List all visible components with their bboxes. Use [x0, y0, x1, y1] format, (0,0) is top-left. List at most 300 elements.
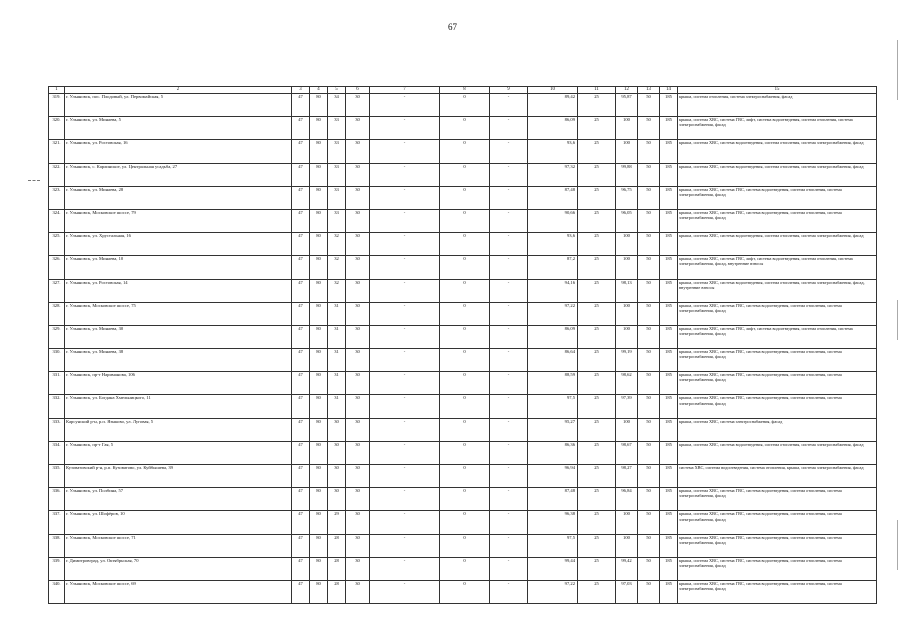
cell: 50 — [638, 279, 660, 302]
address: г. Ульяновск, ул. Ростовская, 16 — [65, 140, 292, 163]
cell: 0 — [440, 302, 490, 325]
cell: 30 — [346, 163, 370, 186]
cell: 25 — [578, 233, 616, 256]
cell: 47 — [292, 163, 310, 186]
cell: - — [370, 256, 440, 279]
column-number: 12 — [616, 87, 638, 94]
column-number: 3 — [292, 87, 310, 94]
table-row — [49, 349, 877, 372]
cell: - — [490, 488, 528, 511]
margin-mark — [28, 180, 40, 181]
cell: - — [370, 233, 440, 256]
cell: - — [370, 186, 440, 209]
address: г. Ульяновск, ул. Хрустальная, 16 — [65, 233, 292, 256]
cell: 185 — [660, 349, 678, 372]
cell: 100 — [616, 511, 638, 534]
cell: 25 — [578, 418, 616, 441]
cell: 80 — [310, 511, 328, 534]
cell: 50 — [638, 418, 660, 441]
cell: 185 — [660, 302, 678, 325]
cell: 80 — [310, 418, 328, 441]
cell: - — [490, 279, 528, 302]
cell: 31 — [328, 372, 346, 395]
cell: 47 — [292, 488, 310, 511]
cell: - — [490, 372, 528, 395]
cell: 33 — [328, 117, 346, 140]
cell: - — [370, 209, 440, 232]
cell: 185 — [660, 279, 678, 302]
cell: 50 — [638, 233, 660, 256]
cell: 99,88 — [616, 163, 638, 186]
cell: 50 — [638, 140, 660, 163]
cell: 30 — [346, 209, 370, 232]
works-list: крыша, система ХВС, система водоотведения, система отопления, система электроснабжения, фасад — [678, 163, 877, 186]
address: г. Ульяновск, ул. Минаева, 5 — [65, 117, 292, 140]
address: г. Ульяновск, Московское шоссе, 75 — [65, 302, 292, 325]
table-row — [49, 233, 877, 256]
cell: 25 — [578, 186, 616, 209]
cell: 100 — [616, 233, 638, 256]
cell: - — [490, 441, 528, 464]
cell: 98,62 — [616, 372, 638, 395]
row-number: 324. — [49, 209, 65, 232]
row-number: 336. — [49, 488, 65, 511]
cell: - — [490, 395, 528, 418]
table-row — [49, 302, 877, 325]
cell: 80 — [310, 163, 328, 186]
cell: 25 — [578, 534, 616, 557]
cell: 185 — [660, 418, 678, 441]
cell: 185 — [660, 395, 678, 418]
table-row — [49, 186, 877, 209]
table-row — [49, 209, 877, 232]
cell: 80 — [310, 534, 328, 557]
cell: 90,66 — [528, 209, 578, 232]
cell: 0 — [440, 534, 490, 557]
table-row — [49, 580, 877, 603]
cell: - — [370, 465, 440, 488]
cell: 80 — [310, 209, 328, 232]
row-number: 334. — [49, 441, 65, 464]
row-number: 338. — [49, 534, 65, 557]
cell: 50 — [638, 163, 660, 186]
cell: 0 — [440, 557, 490, 580]
cell: - — [490, 140, 528, 163]
cell: 30 — [346, 140, 370, 163]
cell: 185 — [660, 465, 678, 488]
cell: 25 — [578, 279, 616, 302]
cell: 25 — [578, 488, 616, 511]
address: г. Ульяновск, ул. Богдана Хмельницкого, 11 — [65, 395, 292, 418]
cell: 33 — [328, 209, 346, 232]
row-number: 326. — [49, 256, 65, 279]
cell: 30 — [346, 186, 370, 209]
works-list: крыша, система ХВС, система ГВС, система водоотведения, система отопления, система электроснабжения, фасад — [678, 534, 877, 557]
address: г. Ульяновск, Московское шоссе, 79 — [65, 209, 292, 232]
cell: 88,59 — [528, 372, 578, 395]
cell: 50 — [638, 302, 660, 325]
cell: 25 — [578, 209, 616, 232]
address: г. Ульяновск, ул. Шофёров, 10 — [65, 511, 292, 534]
column-number: 15 — [678, 87, 877, 94]
cell: 0 — [440, 372, 490, 395]
row-number: 339. — [49, 557, 65, 580]
cell: 95,27 — [528, 418, 578, 441]
cell: 25 — [578, 395, 616, 418]
cell: 80 — [310, 186, 328, 209]
table-row — [49, 256, 877, 279]
cell: 96,38 — [528, 511, 578, 534]
works-list: крыша, система ХВС, система водоотведения, система отопления, система электроснабжения, фасад, внутренние взносы — [678, 279, 877, 302]
cell: 185 — [660, 372, 678, 395]
table-row — [49, 534, 877, 557]
cell: 30 — [346, 488, 370, 511]
cell: 99,19 — [616, 349, 638, 372]
table-row — [49, 94, 877, 117]
cell: 30 — [346, 233, 370, 256]
cell: 50 — [638, 325, 660, 348]
cell: - — [490, 580, 528, 603]
cell: 0 — [440, 349, 490, 372]
cell: 47 — [292, 209, 310, 232]
cell: - — [490, 186, 528, 209]
address: г. Ульяновск, пр-т Гая, 5 — [65, 441, 292, 464]
cell: 47 — [292, 534, 310, 557]
cell: 0 — [440, 209, 490, 232]
cell: - — [490, 465, 528, 488]
cell: 0 — [440, 140, 490, 163]
works-list: крыша, система ХВС, система водоотведения, система отопления, система электроснабжения, фасад — [678, 140, 877, 163]
column-number: 10 — [528, 87, 578, 94]
cell: 95,87 — [616, 94, 638, 117]
address: г. Ульяновск, ул. Минаева, 30 — [65, 325, 292, 348]
cell: 47 — [292, 302, 310, 325]
row-number: 323. — [49, 186, 65, 209]
cell: 32 — [328, 233, 346, 256]
cell: 185 — [660, 140, 678, 163]
row-number: 340. — [49, 580, 65, 603]
cell: 50 — [638, 580, 660, 603]
cell: 31 — [328, 395, 346, 418]
cell: 47 — [292, 441, 310, 464]
works-list: крыша, система отопления, система электроснабжения, фасад — [678, 94, 877, 117]
cell: 31 — [328, 325, 346, 348]
cell: 80 — [310, 140, 328, 163]
cell: 50 — [638, 441, 660, 464]
cell: 100 — [616, 140, 638, 163]
cell: 80 — [310, 302, 328, 325]
cell: 98,27 — [616, 465, 638, 488]
cell: 97,32 — [528, 163, 578, 186]
cell: 0 — [440, 395, 490, 418]
address: Карсунский р-н, р.п. Языково, ул. Луговая, 5 — [65, 418, 292, 441]
table-row — [49, 488, 877, 511]
table-row — [49, 465, 877, 488]
table-row — [49, 557, 877, 580]
cell: 80 — [310, 256, 328, 279]
cell: 98,67 — [616, 441, 638, 464]
cell: 185 — [660, 511, 678, 534]
cell: 87,48 — [528, 488, 578, 511]
cell: 50 — [638, 488, 660, 511]
cell: 25 — [578, 441, 616, 464]
cell: 185 — [660, 488, 678, 511]
cell: 47 — [292, 465, 310, 488]
cell: 50 — [638, 117, 660, 140]
cell: 47 — [292, 349, 310, 372]
cell: 50 — [638, 372, 660, 395]
works-list: крыша, система ХВС, система ГВС, лифт, система водоотведения, система отопления, система электроснабжения, фасад — [678, 117, 877, 140]
row-number: 320. — [49, 117, 65, 140]
cell: 98,13 — [616, 279, 638, 302]
works-list: крыша, система ХВС, система водоотведения, система отопления, система электроснабжения, фасад — [678, 441, 877, 464]
cell: - — [370, 349, 440, 372]
address: Кузоватовский р-н, р.п. Кузоватово, ул. Куйбышева, 39 — [65, 465, 292, 488]
cell: 0 — [440, 511, 490, 534]
cell: - — [490, 418, 528, 441]
address: г. Ульяновск, ул. Минаева, 28 — [65, 186, 292, 209]
cell: 30 — [346, 279, 370, 302]
works-list: крыша, система ХВС, система ГВС, система водоотведения, система отопления, система электроснабжения, фасад — [678, 488, 877, 511]
cell: 47 — [292, 140, 310, 163]
column-number: 6 — [346, 87, 370, 94]
cell: - — [490, 233, 528, 256]
cell: 47 — [292, 186, 310, 209]
edge-mark — [897, 520, 898, 570]
cell: 30 — [328, 418, 346, 441]
cell: 93,6 — [528, 140, 578, 163]
edge-mark — [897, 300, 898, 340]
cell: 100 — [616, 418, 638, 441]
table-row — [49, 372, 877, 395]
cell: 32 — [328, 279, 346, 302]
cell: 80 — [310, 580, 328, 603]
cell: 97,22 — [528, 580, 578, 603]
cell: - — [370, 488, 440, 511]
address: г. Ульяновск, пр-т Нариманова, 106 — [65, 372, 292, 395]
cell: 99,42 — [616, 557, 638, 580]
cell: - — [490, 117, 528, 140]
cell: - — [490, 325, 528, 348]
column-number: 7 — [370, 87, 440, 94]
cell: 97,5 — [528, 534, 578, 557]
cell: 80 — [310, 117, 328, 140]
cell: 25 — [578, 302, 616, 325]
cell: 50 — [638, 511, 660, 534]
works-list: крыша, система ХВС, система ГВС, лифт, система водоотведения, система отопления, система электроснабжения, фасад, внутренние взносы — [678, 256, 877, 279]
cell: - — [490, 209, 528, 232]
cell: 50 — [638, 256, 660, 279]
cell: 185 — [660, 163, 678, 186]
cell: 28 — [328, 534, 346, 557]
cell: 80 — [310, 557, 328, 580]
cell: 80 — [310, 325, 328, 348]
column-number: 11 — [578, 87, 616, 94]
cell: 30 — [346, 465, 370, 488]
row-number: 321. — [49, 140, 65, 163]
cell: 30 — [346, 349, 370, 372]
cell: 80 — [310, 233, 328, 256]
row-number: 329. — [49, 325, 65, 348]
works-list: крыша, система ХВС, система ГВС, система водоотведения, система отопления, система электроснабжения, фасад — [678, 372, 877, 395]
cell: 185 — [660, 580, 678, 603]
cell: 185 — [660, 117, 678, 140]
cell: 0 — [440, 580, 490, 603]
table-row — [49, 441, 877, 464]
cell: - — [370, 325, 440, 348]
cell: 47 — [292, 557, 310, 580]
cell: 87,2 — [528, 256, 578, 279]
cell: - — [370, 94, 440, 117]
cell: 87,48 — [528, 186, 578, 209]
row-number: 322. — [49, 163, 65, 186]
cell: - — [370, 372, 440, 395]
column-number: 1 — [49, 87, 65, 94]
cell: 30 — [346, 534, 370, 557]
cell: - — [370, 511, 440, 534]
table-row — [49, 418, 877, 441]
cell: 25 — [578, 256, 616, 279]
works-list: крыша, система ХВС, система водоотведения, система отопления, система электроснабжения, фасад — [678, 233, 877, 256]
cell: 80 — [310, 349, 328, 372]
header-row — [49, 87, 877, 94]
cell: 30 — [346, 441, 370, 464]
cell: - — [370, 395, 440, 418]
cell: 80 — [310, 94, 328, 117]
cell: - — [490, 302, 528, 325]
address: г. Ульяновск, ул. Минаева, 38 — [65, 349, 292, 372]
cell: - — [370, 557, 440, 580]
cell: 25 — [578, 325, 616, 348]
cell: - — [490, 557, 528, 580]
cell: 0 — [440, 441, 490, 464]
cell: 97,39 — [616, 395, 638, 418]
row-number: 327. — [49, 279, 65, 302]
cell: 47 — [292, 279, 310, 302]
works-list: крыша, система ХВС, система ГВС, система водоотведения, система отопления, система электроснабжения, фасад — [678, 349, 877, 372]
cell: 97,03 — [616, 580, 638, 603]
cell: 86,36 — [528, 441, 578, 464]
cell: 25 — [578, 465, 616, 488]
cell: 25 — [578, 94, 616, 117]
works-list: крыша, система ХВС, система ГВС, система водоотведения, система отопления, система электроснабжения, фасад — [678, 186, 877, 209]
cell: 0 — [440, 488, 490, 511]
cell: 47 — [292, 395, 310, 418]
cell: - — [490, 534, 528, 557]
cell: 185 — [660, 325, 678, 348]
cell: 33 — [328, 186, 346, 209]
cell: - — [370, 117, 440, 140]
cell: - — [370, 302, 440, 325]
cell: 185 — [660, 94, 678, 117]
cell: 47 — [292, 325, 310, 348]
table-row — [49, 163, 877, 186]
cell: 30 — [346, 302, 370, 325]
column-number: 9 — [490, 87, 528, 94]
cell: - — [370, 534, 440, 557]
cell: 50 — [638, 349, 660, 372]
cell: 100 — [616, 302, 638, 325]
cell: 0 — [440, 325, 490, 348]
cell: 185 — [660, 441, 678, 464]
works-list: крыша, система ХВС, система ГВС, система водоотведения, система отопления, система электроснабжения, фасад — [678, 395, 877, 418]
cell: 47 — [292, 94, 310, 117]
column-number: 2 — [65, 87, 292, 94]
cell: 96,84 — [616, 488, 638, 511]
table-row — [49, 325, 877, 348]
cell: 30 — [346, 325, 370, 348]
column-number: 8 — [440, 87, 490, 94]
cell: - — [370, 163, 440, 186]
cell: 185 — [660, 209, 678, 232]
cell: 96,05 — [616, 209, 638, 232]
cell: - — [490, 163, 528, 186]
cell: 31 — [328, 349, 346, 372]
works-list: система ХВС, система водоотведения, система отопления, крыша, система электроснабжения, фасад — [678, 465, 877, 488]
address: г. Ульяновск, Московское шоссе, 69 — [65, 580, 292, 603]
cell: 0 — [440, 233, 490, 256]
cell: 50 — [638, 94, 660, 117]
address: г. Ульяновск, ул. Полбина, 57 — [65, 488, 292, 511]
cell: 89,42 — [528, 94, 578, 117]
cell: 30 — [328, 488, 346, 511]
cell: 0 — [440, 465, 490, 488]
column-number: 13 — [638, 87, 660, 94]
cell: 185 — [660, 557, 678, 580]
row-number: 328. — [49, 302, 65, 325]
table-row — [49, 511, 877, 534]
address: г. Ульяновск, с. Карлинское, ул. Центральная усадьба, 27 — [65, 163, 292, 186]
cell: 86,64 — [528, 349, 578, 372]
edge-mark — [897, 40, 898, 100]
works-list: крыша, система ХВС, система ГВС, система водоотведения, система отопления, система электроснабжения, фасад — [678, 302, 877, 325]
cell: 25 — [578, 140, 616, 163]
cell: 30 — [328, 465, 346, 488]
cell: - — [490, 256, 528, 279]
cell: 25 — [578, 163, 616, 186]
cell: - — [490, 94, 528, 117]
cell: 93,6 — [528, 233, 578, 256]
cell: 47 — [292, 233, 310, 256]
cell: 80 — [310, 465, 328, 488]
cell: 0 — [440, 163, 490, 186]
table-row — [49, 395, 877, 418]
cell: 80 — [310, 372, 328, 395]
works-list: крыша, система ХВС, система ГВС, лифт, система водоотведения, система отопления, система электроснабжения, фасад — [678, 325, 877, 348]
cell: 30 — [346, 256, 370, 279]
cell: 30 — [346, 418, 370, 441]
cell: 30 — [328, 441, 346, 464]
cell: 185 — [660, 233, 678, 256]
cell: 47 — [292, 418, 310, 441]
cell: - — [490, 349, 528, 372]
cell: 86,09 — [528, 325, 578, 348]
cell: 47 — [292, 372, 310, 395]
cell: - — [370, 580, 440, 603]
cell: 25 — [578, 580, 616, 603]
cell: 97,22 — [528, 302, 578, 325]
cell: 80 — [310, 488, 328, 511]
cell: 0 — [440, 117, 490, 140]
cell: 28 — [328, 580, 346, 603]
cell: 29 — [328, 511, 346, 534]
row-number: 335. — [49, 465, 65, 488]
cell: 25 — [578, 557, 616, 580]
cell: 0 — [440, 418, 490, 441]
cell: 32 — [328, 256, 346, 279]
cell: 94,16 — [528, 279, 578, 302]
cell: 0 — [440, 94, 490, 117]
